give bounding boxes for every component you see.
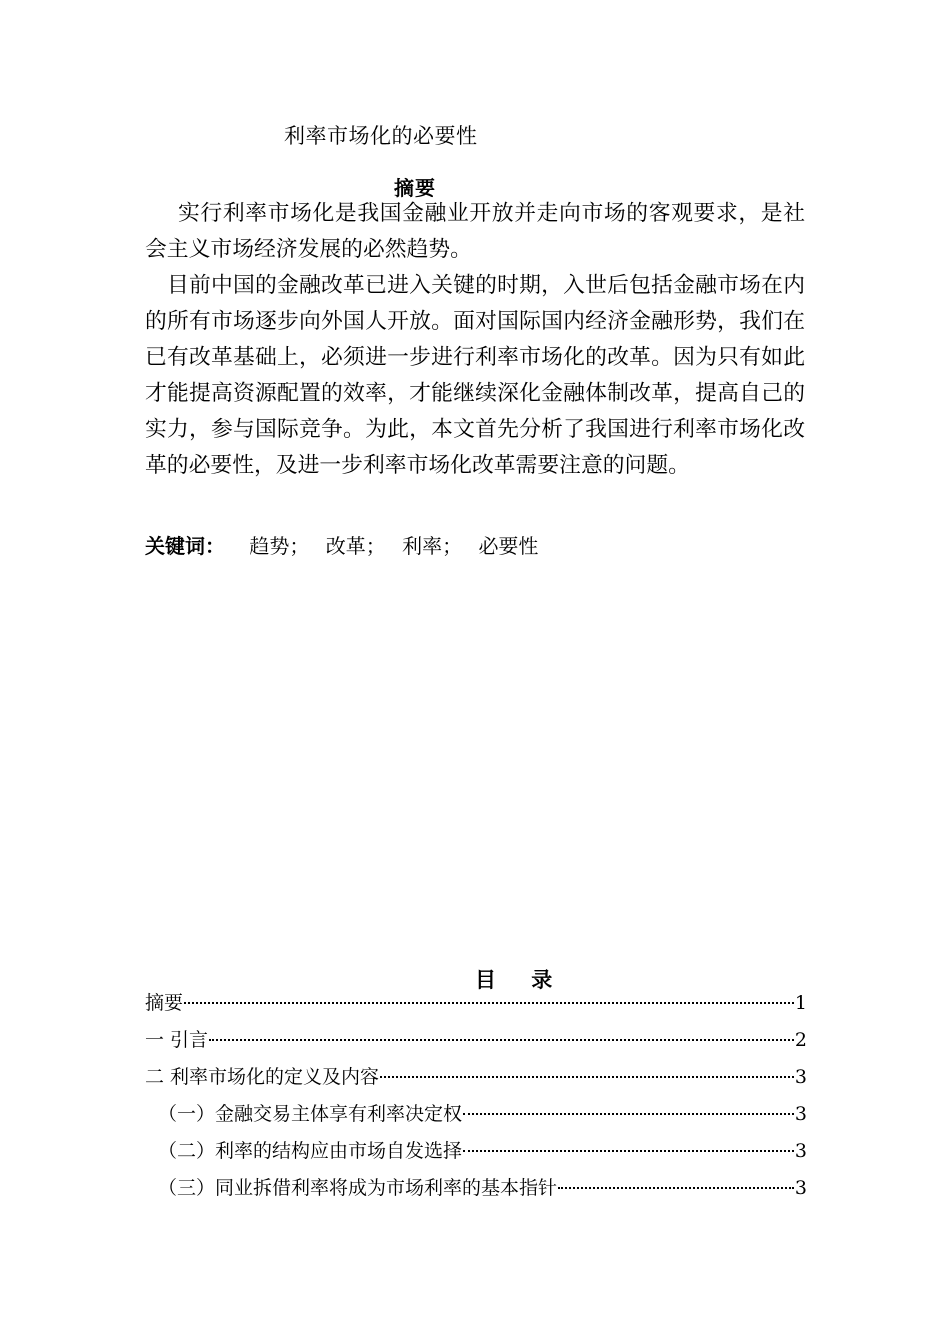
document-title: 利率市场化的必要性: [284, 124, 478, 148]
table-of-contents: [145, 988, 807, 1210]
toc-dot-leader: [184, 1002, 794, 1004]
toc-entry[interactable]: [145, 1136, 807, 1173]
abstract-heading: 摘要: [394, 176, 436, 200]
abstract-paragraph: 目前中国的金融改革已进入关键的时期，入世后包括金融市场在内的所有市场逐步向外国人开放。面对国际国内经济金融形势，我们在已有改革基础上，必须进一步进行利率市场化的改革。因为只有如此才能提高资源配置的效率，才能继续深化金融体制改革，提高自己的实力，参与国际竞争。为此，本文首先分析了我国进行利率市场化改革的必要性，及进一步利率市场化改革需要注意的问题。: [145, 273, 805, 478]
toc-entry-title: （一）金融交易主体享有利率决定权: [158, 1103, 463, 1125]
toc-entry[interactable]: [145, 1173, 807, 1210]
toc-page-number: 3: [794, 1177, 807, 1199]
toc-entry[interactable]: [145, 1025, 807, 1062]
toc-page-number: 1: [794, 992, 807, 1014]
toc-dot-leader: [463, 1150, 794, 1152]
toc-entry-title: 摘要: [145, 992, 184, 1014]
keyword: 必要性: [478, 534, 539, 558]
toc-entry[interactable]: [145, 1062, 807, 1099]
toc-heading: 目 录: [475, 968, 567, 992]
toc-entry[interactable]: [145, 988, 807, 1025]
toc-page-number: 3: [794, 1066, 807, 1088]
keyword: 趋势；: [249, 534, 310, 558]
toc-page-number: 3: [794, 1140, 807, 1162]
toc-page-number: 3: [794, 1103, 807, 1125]
toc-dot-leader: [380, 1076, 794, 1078]
abstract-paragraph: 实行利率市场化是我国金融业开放并走向市场的客观要求，是社会主义市场经济发展的必然趋势。: [145, 201, 805, 262]
toc-entry-title: （三）同业拆借利率将成为市场利率的基本指针: [158, 1177, 558, 1199]
toc-entry-title: 二 利率市场化的定义及内容: [145, 1066, 380, 1088]
keyword: 改革；: [325, 534, 386, 558]
keywords-line: [145, 530, 548, 559]
keyword: 利率；: [402, 534, 463, 558]
toc-dot-leader: [463, 1113, 794, 1115]
toc-entry[interactable]: [145, 1099, 807, 1136]
toc-dot-leader: [558, 1187, 794, 1189]
abstract-body: [145, 196, 805, 484]
toc-page-number: 2: [794, 1029, 807, 1051]
toc-dot-leader: [209, 1039, 794, 1041]
toc-entry-title: （二）利率的结构应由市场自发选择: [158, 1140, 463, 1162]
toc-entry-title: 一 引言: [145, 1029, 209, 1051]
keywords-label: 关键词：: [145, 534, 225, 558]
